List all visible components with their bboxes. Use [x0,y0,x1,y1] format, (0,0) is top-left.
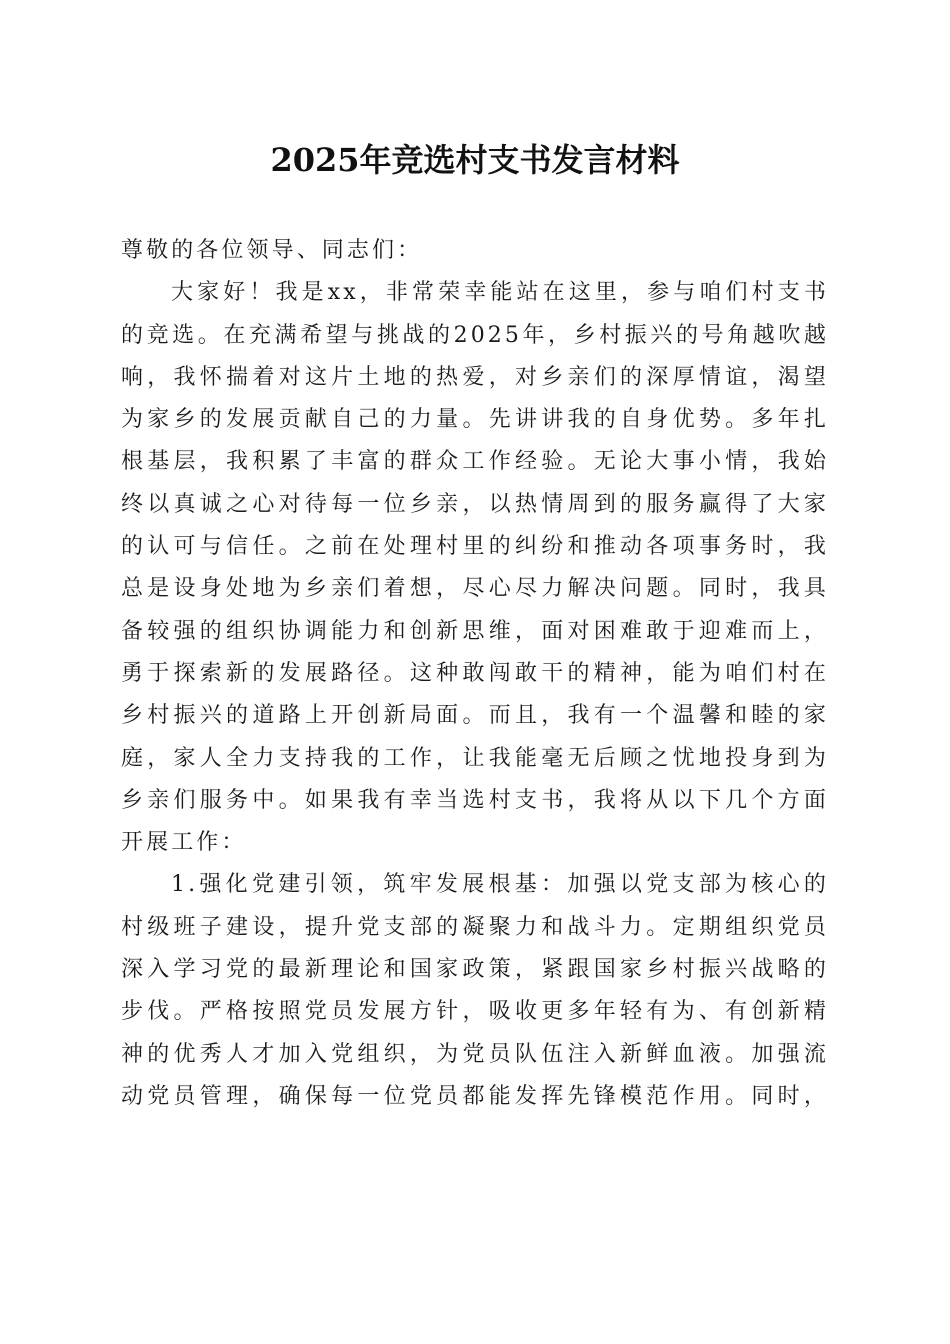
text-line: 总是设身处地为乡亲们着想，尽心尽力解决问题。同时，我具 [121,576,829,602]
text-line: 的认可与信任。之前在处理村里的纠纷和推动各项事务时，我 [121,534,829,560]
text-line: 的竞选。在充满希望与挑战的2025年，乡村振兴的号角越吹越 [121,322,829,348]
text-line: 深入学习党的最新理论和国家政策，紧跟国家乡村振兴战略的 [121,957,829,983]
text-line: 1.强化党建引领，筑牢发展根基：加强以党支部为核心的 [171,872,829,898]
text-line: 开展工作： [121,830,247,856]
text-line: 神的优秀人才加入党组织，为党员队伍注入新鲜血液。加强流 [121,1041,829,1067]
text-line: 终以真诚之心对待每一位乡亲，以热情周到的服务赢得了大家 [121,491,829,517]
text-line: 根基层，我积累了丰富的群众工作经验。无论大事小情，我始 [121,449,829,475]
text-line: 响，我怀揣着对这片土地的热爱，对乡亲们的深厚情谊，渴望 [121,364,829,390]
text-line: 乡村振兴的道路上开创新局面。而且，我有一个温馨和睦的家 [121,703,829,729]
text-line: 勇于探索新的发展路径。这种敢闯敢干的精神，能为咱们村在 [121,660,829,686]
text-line: 庭，家人全力支持我的工作，让我能毫无后顾之忧地投身到为 [121,745,829,771]
text-line: 为家乡的发展贡献自己的力量。先讲讲我的自身优势。多年扎 [121,407,829,433]
text-line: 乡亲们服务中。如果我有幸当选村支书，我将从以下几个方面 [121,787,829,813]
text-line: 步伐。严格按照党员发展方针，吸收更多年轻有为、有创新精 [121,999,829,1025]
text-line: 村级班子建设，提升党支部的凝聚力和战斗力。定期组织党员 [121,914,829,940]
text-line: 大家好！我是xx，非常荣幸能站在这里，参与咱们村支书 [171,280,829,306]
text-line: 备较强的组织协调能力和创新思维，面对困难敢于迎难而上， [121,618,829,644]
document-title: 2025年竞选村支书发言材料 [270,141,680,179]
text-line: 动党员管理，确保每一位党员都能发挥先锋模范作用。同时， [121,1083,829,1109]
salutation-line: 尊敬的各位领导、同志们： [121,238,423,263]
document-body [121,230,829,1118]
